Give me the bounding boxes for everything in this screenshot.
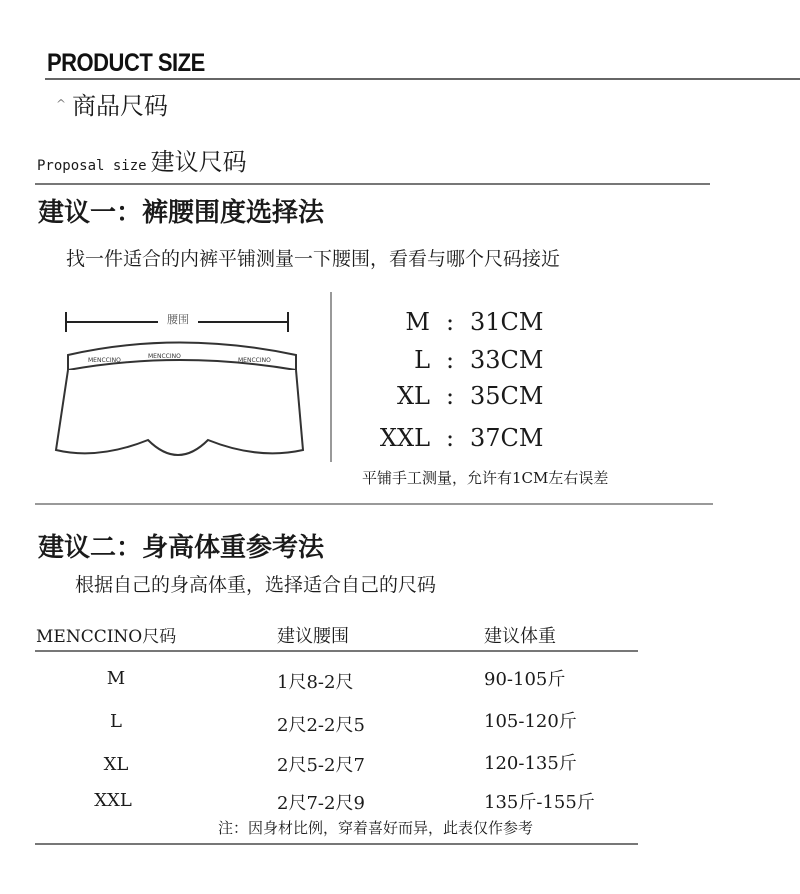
size-row-xl: [370, 382, 570, 410]
table-cell-waist: 2尺2-2尺5: [277, 715, 365, 736]
page-subtitle: [56, 86, 168, 121]
size-sep: :: [445, 424, 455, 452]
size-label: XL: [396, 382, 430, 410]
table-cell-size: XXL: [94, 790, 132, 811]
size-sep: :: [445, 382, 455, 410]
size-label: M: [405, 308, 430, 336]
table-cell-weight: 90-105斤: [484, 669, 566, 690]
footer-divider: [35, 843, 638, 845]
table-note: 注：因身材比例，穿着喜好而异，此表仅作参考: [218, 819, 534, 837]
table-cell-size: M: [106, 668, 126, 689]
table-cell-size: XL: [103, 754, 129, 775]
table-cell-weight: 105-120斤: [484, 711, 577, 732]
caret-icon: ^: [56, 97, 67, 111]
proposal-en: Proposal size: [37, 158, 147, 174]
proposal-divider: [35, 183, 710, 185]
waist-label: 腰围: [167, 313, 189, 326]
table-cell-waist: 2尺5-2尺7: [277, 755, 365, 776]
method2-title: 建议二：身高体重参考法: [38, 533, 325, 563]
size-label: XXL: [379, 424, 430, 452]
size-row-m: [370, 308, 570, 336]
waistband-brand-right: MENCCINO: [238, 357, 271, 364]
table-header-weight: 建议体重: [484, 626, 556, 647]
header-underline: [45, 78, 200, 80]
size-row-xxl: [370, 424, 570, 452]
size-label: L: [414, 346, 430, 374]
table-header-divider: [35, 650, 638, 652]
table-cell-size: L: [110, 711, 122, 732]
size-value: 31CM: [470, 308, 544, 336]
table-cell-waist: 1尺8-2尺: [277, 672, 354, 693]
size-value: 35CM: [470, 382, 544, 410]
underwear-body: [56, 370, 303, 455]
subtitle-text: 商品尺码: [72, 92, 169, 120]
size-sep: :: [445, 308, 455, 336]
measurement-note: 平铺手工测量，允许有1CM左右误差: [362, 469, 609, 487]
method1-title: 建议一：裤腰围度选择法: [38, 198, 325, 228]
page-title: PRODUCT SIZE: [47, 48, 205, 77]
proposal-cn: 建议尺码: [150, 148, 247, 176]
table-cell-waist: 2尺7-2尺9: [277, 793, 365, 814]
table-header-waist: 建议腰围: [277, 626, 349, 647]
method2-description: 根据自己的身高体重，选择适合自己的尺码: [75, 574, 437, 596]
table-cell-weight: 135斤-155斤: [484, 792, 595, 813]
header-divider: [200, 78, 800, 80]
underwear-diagram: [48, 300, 308, 470]
method1-description: 找一件适合的内裤平铺测量一下腰围，看看与哪个尺码接近: [66, 248, 561, 270]
size-row-l: [370, 346, 570, 374]
diagram-divider: [330, 292, 332, 462]
waistband-brand-mid: MENCCINO: [148, 353, 181, 360]
table-header-size: MENCCINO尺码: [36, 627, 177, 647]
method1-divider: [35, 503, 713, 505]
size-sep: :: [445, 346, 455, 374]
proposal-heading: [37, 142, 247, 177]
size-value: 33CM: [470, 346, 544, 374]
waistband-brand-left: MENCCINO: [88, 357, 121, 364]
table-cell-weight: 120-135斤: [484, 753, 577, 774]
size-value: 37CM: [470, 424, 544, 452]
